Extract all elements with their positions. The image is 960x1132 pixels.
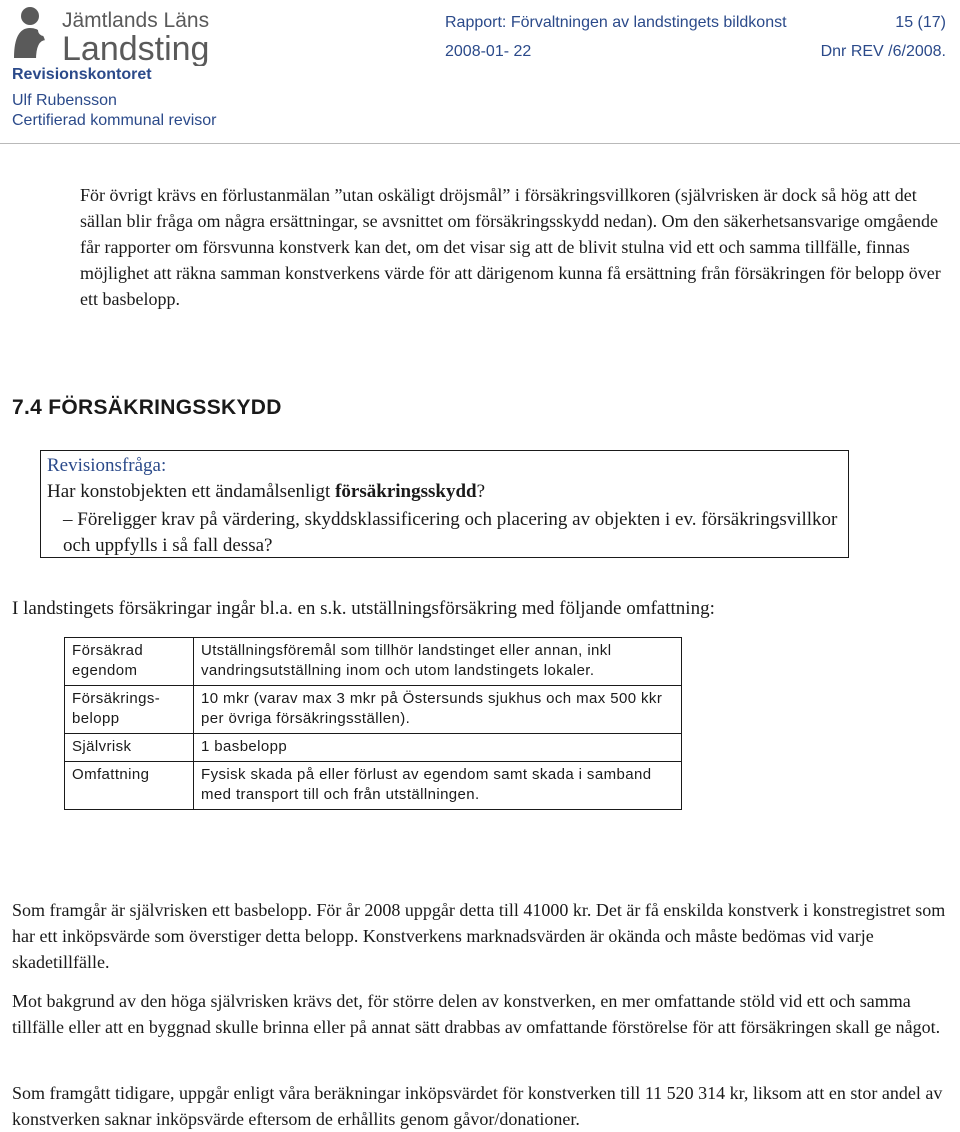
question-label: Revisionsfråga: [47,455,167,476]
table-value: 1 basbelopp [194,734,682,762]
paragraph-purchase-value: Som framgått tidigare, uppgår enligt våra beräkningar inköpsvärdet för konstverken till 11 520 314 kr, liksom att en stor andel av konstverken saknar inköpsvärde eftersom de erhållits genom gåvor/donationer. [12,1083,943,1129]
question-keyword: försäkringsskydd [335,481,477,502]
table-value: Fysisk skada på eller förlust av egendom samt skada i samband med transport till och från utställningen. [194,762,682,810]
table-value: Utställningsföremål som tillhör landstinget eller annan, inkl vandringsutställning inom och utom landstingets lokaler. [194,638,682,686]
unit-name: Revisionskontoret [12,66,152,83]
page-number: 15 (17) [895,14,946,31]
question-prefix: Har konstobjekten ett ändamålsenligt [47,481,336,502]
header-divider [0,143,960,144]
paragraph-deductible: Som framgår är självrisken ett basbelopp. För år 2008 uppgår detta till 41000 kr. Det är få enskilda konstverk i konstregistret som har ett inköpsvärde som överstiger detta belopp. Konstverkens marknadsvärden är okända och måste bedömas vid varje skadetillfälle. [12,900,946,972]
coverage-intro: I landstingets försäkringar ingår bl.a. en s.k. utställningsförsäkring med följande omfattning: [12,598,715,619]
table-term: Omfattning [65,762,194,810]
coverage-table [64,637,682,810]
logo-text-line1: Jämtlands Läns [62,9,210,32]
table-row [65,734,682,762]
landsting-logo [10,2,220,66]
table-term: Försäkrings-belopp [65,686,194,734]
question-sub: – Föreligger krav på värdering, skyddsklassificering och placering av objekten i ev. försäkringsvillkor och uppfylls i så fall dessa? [63,509,838,556]
report-title: Rapport: Förvaltningen av landstingets bildkonst [445,14,787,31]
table-term: Självrisk [65,734,194,762]
table-row [65,686,682,734]
table-value: 10 mkr (varav max 3 mkr på Östersunds sjukhus och max 500 kkr per övriga försäkringsställen). [194,686,682,734]
logo-text-line2: Landsting [62,30,210,66]
report-date: 2008-01- 22 [445,43,532,60]
question-suffix: ? [476,481,486,502]
intro-paragraph: För övrigt krävs en förlustanmälan ”utan oskäligt dröjsmål” i försäkringsvillkoren (självrisken är dock så hög att det sällan blir fråga om några ersättningar, se avsnittet om försäkringsskydd nedan). Om den säkerhetsansvarige omgående får rapporter om försvunna konstverk kan det, om det visar sig att de blivit stulna vid ett och samma tillfälle, finnas möjlighet att räkna samman konstverkens värde för att därigenom kunna få ersättning från försäkringen för belopp över ett basbelopp. [80,185,941,309]
table-term: Försäkrad egendom [65,638,194,686]
audit-question-box [40,450,849,558]
registration-number: Dnr REV /6/2008. [820,43,946,60]
table-row [65,762,682,810]
table-row [65,638,682,686]
question-main [47,481,485,503]
section-heading: 7.4 FÖRSÄKRINGSSKYDD [12,396,282,419]
paragraph-background: Mot bakgrund av den höga självrisken krävs det, för större delen av konstverken, en mer omfattande stöld vid ett och samma tillfälle eller att en byggnad skulle brinna eller på annat sätt drabbas av omfattande förstörelse för att försäkringen skall ge något. [12,991,941,1037]
author-name: Ulf Rubensson [12,92,117,109]
author-title: Certifierad kommunal revisor [12,112,217,129]
